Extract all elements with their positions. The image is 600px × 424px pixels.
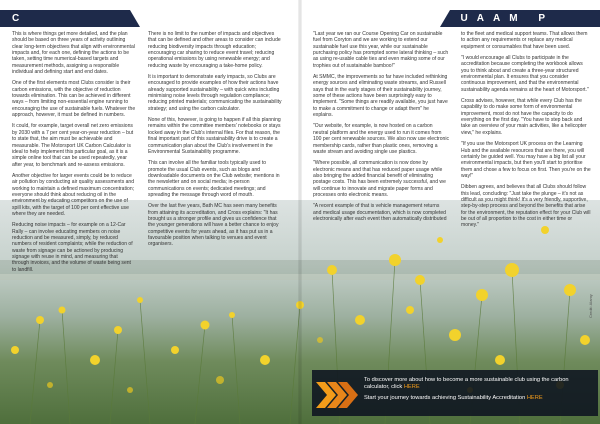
- paragraph: "Where possible, all communication is now done by electronic means and that has reduced paper usage while also bringing the added financial benefit of eliminating postage costs. This has been extremely successful, and we will continue to innovate and migrate paper forms and processes onto electronic means.: [313, 160, 446, 198]
- right-page-header: [440, 10, 600, 27]
- paragraph: "A recent example of that is vehicle management returns and medical usage documentation, which is now completed electronically after each event then automatically distributed: [313, 203, 447, 222]
- paragraph: One of the first elements most Clubs consider is their carbon emissions, with the objective of reduction towards elimination. This can be achieved in different ways – from limiting non-essential engine running to encouraging the use of sustainable fuels. Whatever the approach, however, it must be defined in numbers.: [12, 80, 136, 119]
- paragraph: It is important to demonstrate early impacts, so Clubs are encouraged to provide examples of how their actions have already supported sustainability – with quick wins including minimising noise levels through regulation compliance; reducing printed materials; communicating the sustainability strategy; and using the carbon calculator.: [148, 74, 282, 112]
- cta-line-1-text: To discover more about how to become a more sustainable club using the carbon calculator, click: [364, 377, 569, 391]
- paragraph: Dibben agrees, and believes that all Clubs should follow this lead, concluding: "Just take the plunge – it's not as difficult as you might think! It's a very friendly, supportive, step-by-step process and beyond the benefits that arise for the environment, the reputation effect for your Club will be out of all proportion to the cost in either time or money.": [461, 184, 591, 229]
- page-spine: [298, 0, 302, 424]
- paragraph: Reducing noise impacts – for example on a 12-Car Rally – can involve educating members on noise reduction and be measured, simply, by reduced numbers of resident complaints; while the reduction of waste from signage can be actioned by producing signage with reuse in mind, and measuring that through invoices, and the volume of waste being sent to landfill.: [12, 222, 133, 273]
- paragraph: "Our website, for example, is now hosted on a carbon neutral platform and the energy used to run it comes from 100 per cent renewable sources. We also now use electronic membership cards, rather than plastic ones, removing a waste stream and avoiding single use plastics.: [313, 123, 449, 155]
- accreditation-link[interactable]: HERE: [526, 394, 543, 401]
- article-column-4: [461, 31, 591, 234]
- cta-line-2: [364, 395, 590, 402]
- paragraph: At SMMC, the improvements so far have included rethinking energy sources and eliminating waste streams, and Russell says that in the early stages of their sustainability journey, some of these actions have been surprisingly easy to implement. "Some things are readily available, you just have to make a commitment to change or adapt them" he explains.: [313, 74, 448, 119]
- left-header-title: C: [12, 13, 20, 24]
- paragraph: Another objective for larger events could be to reduce air pollution by conducting air quality assessments and working to maintain a defined maximum concentration; everyone should think about reducing oil in the environment by educating competitors on the use of spill kits, with the target of 100 per cent effective use where they are needed.: [12, 172, 135, 217]
- paragraph: It could, for example, target overall net zero emissions by 2030 with a 7 per cent year-on-year reduction – but to state that, the aim must be achievable and measurable. The Motorsport UK Carbon Calculator is ideal to help implement this particular goal, as it is a simple online tool that can be used repeatedly, year after year, to benchmark and re-assess emissions.: [12, 123, 134, 168]
- header-notch: [440, 10, 450, 27]
- right-header-title: UAAM P: [460, 13, 554, 24]
- cta-line-2-text: Start your journey towards achieving Sustainability Accreditation: [364, 394, 527, 401]
- article-column-3: [313, 31, 449, 227]
- call-to-action-text: [364, 377, 590, 405]
- carbon-calculator-link[interactable]: HERE: [403, 384, 420, 391]
- paragraph: This is where things get more detailed, and the plan should be based on three years of activity outlining clear long-term objectives that align with environmental impacts and, for each one, defining the actions to be taken, setting time numerical-based targets and measurement methods, assigning a responsible individual and defining start and end dates.: [12, 31, 135, 76]
- paragraph: "I would encourage all Clubs to participate in the accreditation because completing the workbook allows you to think about and create a three-year structured environmental plan. It ensures that you consider continuous improvement, and that the environmental sustainability agenda remains at the heart of Motorsport.": [461, 55, 589, 93]
- paragraph: Over the last five years, Bath MC has seen many benefits from attaining its accreditation, and Cross explains: "It has brought us a stronger profile and gives us confidence that the younger generations will have a better chance to enjoy competitive events for years ahead, as it has put us in a favourable position when talking to venues and event organisers.: [148, 203, 279, 248]
- article-column-2: [148, 31, 284, 253]
- cta-line-1: [364, 377, 590, 392]
- article-column-1: [12, 31, 136, 278]
- left-page-header: [0, 10, 140, 27]
- photo-credit: Credit: Alamy: [588, 294, 593, 318]
- paragraph: to the fleet and medical support teams. That allows them to action any requirements or replace any medical equipment or consumables that have been used.: [461, 31, 588, 50]
- chevron-arrows-icon: [316, 382, 358, 408]
- paragraph: Cross advises, however, that while every Club has the capability to do make some form of environmental improvement, most do not have the capacity to do everything on the first day. "You have to step back and take an overview of your main activities, like a helicopter view," he explains.: [461, 98, 587, 136]
- paragraph: "If you use the Motorsport UK process on the Learning Hub and the available resources that are there, you will certainly be guided well. You may have a big list all your environmental impacts, but then you'll start to prioritise them and chose a few to focus on first. Then you're on the way!": [461, 141, 591, 179]
- header-notch: [130, 10, 140, 27]
- paragraph: "Last year we ran our Course Opening Car on sustainable fuel from Coryton and we are working to extend our sustainable fuel use this year, while our sustainable purchasing policy has prompted some lateral thinking – such as using re-usable cable ties and even making some of our trophies out of sustainable bamboo!": [313, 31, 449, 69]
- paragraph: None of this, however, is going to happen if all this planning remains within the committee members' notebooks or stays locked away in the Club's internal files. For that reason, the final important part of this sustainability drive is to create a communication plan about the Club's involvement in the Environmental Sustainability programme.: [148, 117, 281, 155]
- paragraph: This can involve all the familiar tools typically used to promote the usual Club events, such as blogs and downloadable documents on the Club website; mentions in the newsletter and on social media; in-person communications on events; dedicated meetings; and spreading the message through word of mouth.: [148, 160, 280, 198]
- paragraph: There is no limit to the number of impacts and objectives that can be defined and other areas to consider can include reducing biodiversity impacts through education; encouraging car sharing to reduce event travel; reducing operational emissions by using renewable energy; and reducing waste by encouraging a take-home policy.: [148, 31, 281, 69]
